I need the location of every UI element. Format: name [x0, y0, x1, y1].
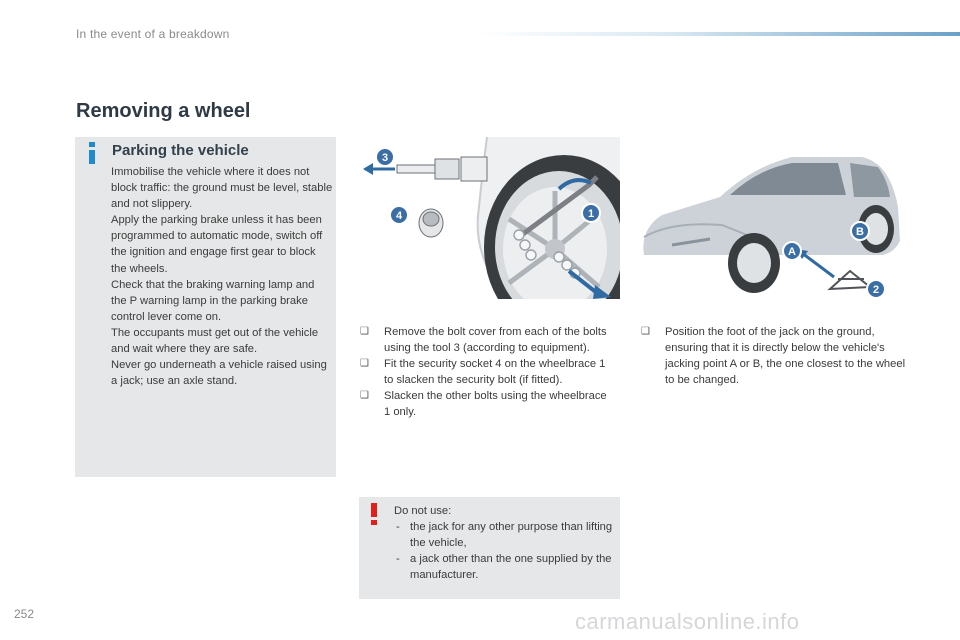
- step-text: Fit the security socket 4 on the wheelbrace 1 to slacken the security bolt (if fitted).: [384, 358, 606, 387]
- callout-3: 3: [381, 152, 389, 164]
- info-paragraph: Apply the parking brake unless it has been programmed to automatic mode, switch off the ignition and engage first gear to block the wheels.: [111, 214, 323, 275]
- callout-badge: [376, 148, 394, 166]
- step-item: [360, 324, 610, 356]
- car-jack-illustration: [632, 137, 908, 299]
- step-text: Position the foot of the jack on the ground, ensuring that it is directly below the vehicle's jacking point A or B, the one closest to the wheel to be changed.: [665, 326, 906, 387]
- callout-4: 4: [395, 210, 403, 222]
- callout-badge: [390, 206, 408, 224]
- warning-item-text: the jack for any other purpose than lifting the vehicle,: [410, 521, 613, 550]
- callout-badge: [851, 222, 869, 240]
- info-paragraph: Check that the braking warning lamp and the P warning lamp in the parking brake control lever come on.: [111, 278, 315, 323]
- callout-badge: [783, 242, 801, 260]
- callout-badge: [867, 280, 885, 298]
- info-text: [111, 164, 333, 389]
- wheel-bolt-illustration: [359, 137, 620, 299]
- info-heading: Parking the vehicle: [112, 142, 249, 159]
- header-rule: [478, 32, 960, 36]
- page-number: 252: [14, 607, 35, 621]
- warning-intro: Do not use:: [394, 505, 452, 517]
- bullet-arrow-icon: ❑: [360, 390, 369, 402]
- watermark: carmanualsonline.info: [575, 609, 800, 634]
- warning-item-text: a jack other than the one supplied by the manufacturer.: [410, 553, 612, 582]
- callout-2: 2: [872, 284, 880, 296]
- callout-badge: [582, 204, 600, 222]
- warning-icon: [370, 503, 378, 525]
- warning-item: - a jack other than the one supplied by the manufacturer.: [396, 553, 612, 582]
- step-text: Remove the bolt cover from each of the bolts using the tool 3 (according to equipment).: [384, 326, 607, 355]
- warning-text: [394, 503, 614, 583]
- callout-A: A: [788, 246, 796, 258]
- step-item: [360, 356, 610, 388]
- callout-B: B: [856, 226, 864, 238]
- bullet-arrow-icon: ❑: [360, 326, 369, 337]
- bullet-arrow-icon: ❑: [641, 326, 650, 337]
- info-icon: [87, 142, 97, 164]
- warning-item: - the jack for any other purpose than lifting the vehicle,: [396, 521, 613, 550]
- bullet-arrow-icon: ❑: [360, 358, 369, 370]
- steps-left: [360, 324, 610, 421]
- info-paragraph: Never go underneath a vehicle raised using a jack; use an axle stand.: [111, 359, 327, 388]
- info-paragraph: Immobilise the vehicle where it does not block traffic: the ground must be level, stable and not slippery.: [111, 166, 333, 211]
- info-paragraph: The occupants must get out of the vehicle and wait where they are safe.: [111, 326, 319, 356]
- callout-1: 1: [587, 208, 595, 220]
- section-header: In the event of a breakdown: [76, 27, 230, 41]
- step-item: [641, 324, 906, 388]
- step-text: Slacken the other bolts using the wheelbrace 1 only.: [384, 390, 607, 419]
- page-title: Removing a wheel: [76, 100, 251, 122]
- steps-right: [641, 324, 906, 388]
- step-item: [360, 388, 610, 420]
